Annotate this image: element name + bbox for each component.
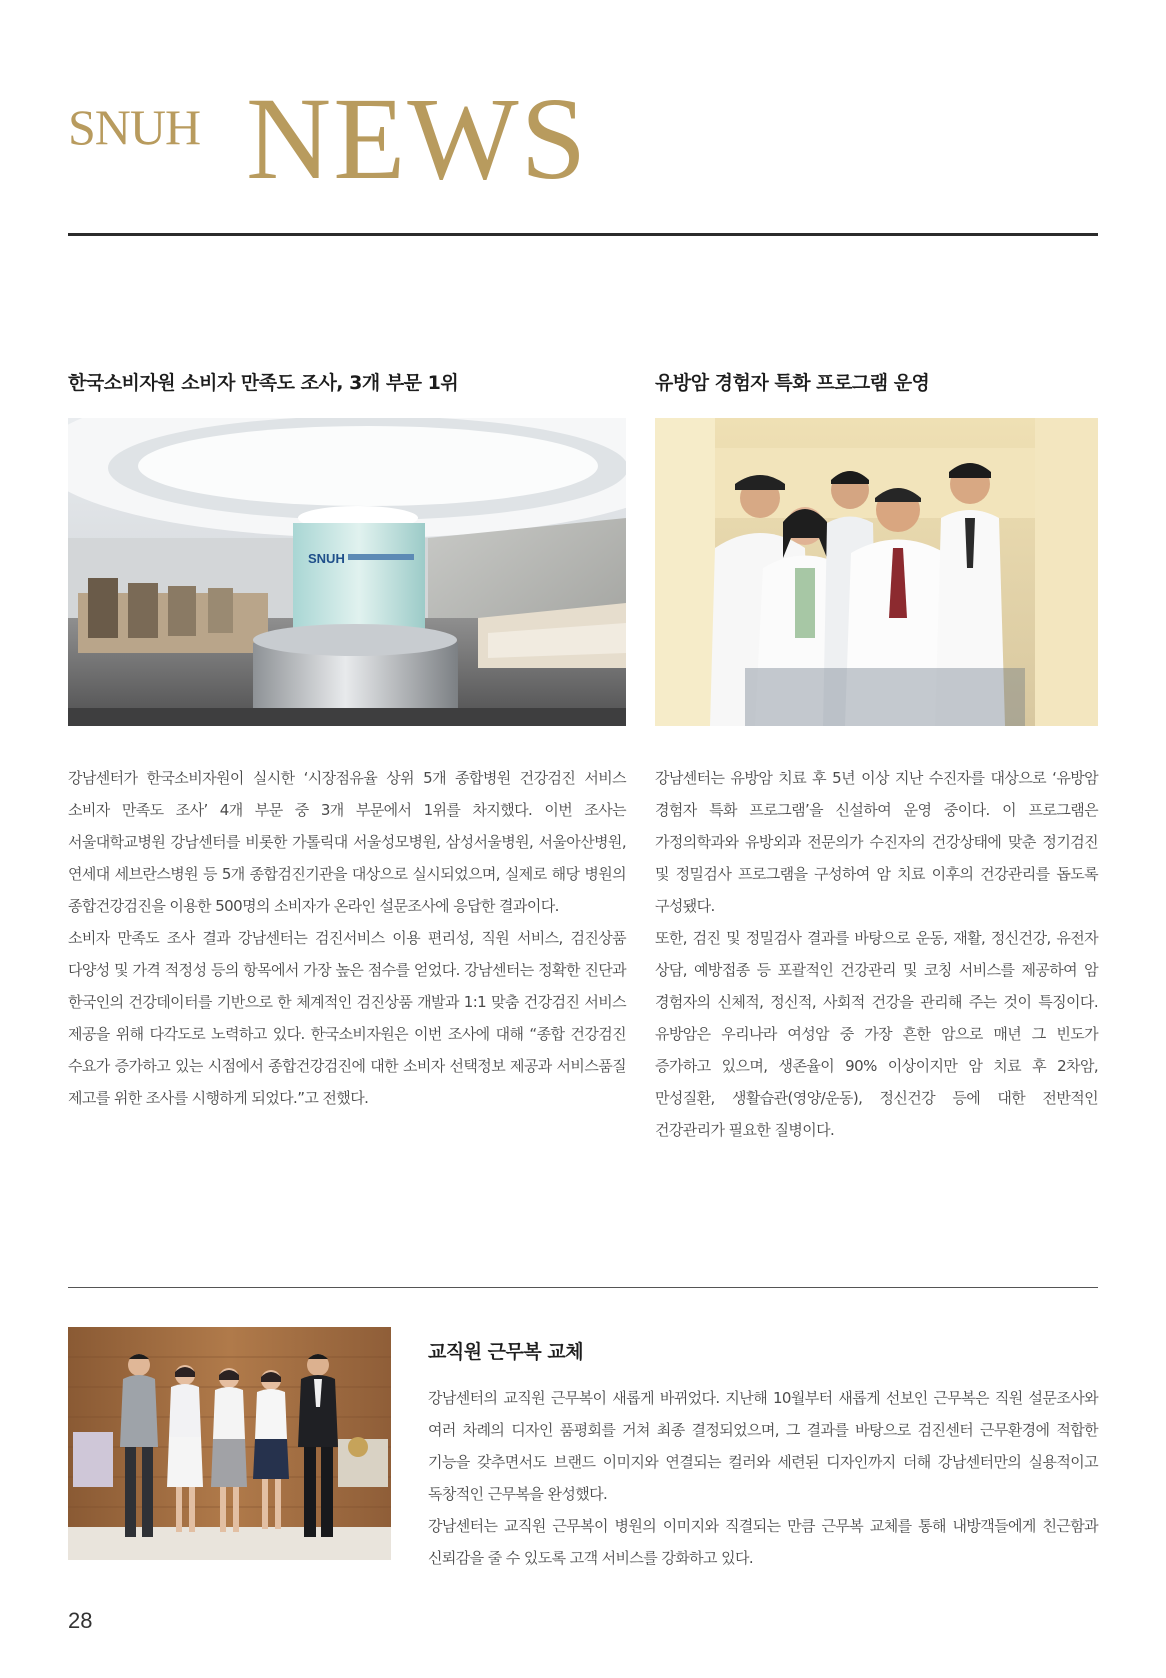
section-divider <box>68 1287 1098 1288</box>
article1-body <box>68 762 626 1114</box>
article3-body <box>428 1382 1098 1574</box>
article1-paragraph: 강남센터가 한국소비자원이 실시한 ‘시장점유율 상위 5개 종합병원 건강검진 서비스 소비자 만족도 조사’ 4개 부문 중 3개 부문에서 1위를 차지했다. 이번 조사는 서울대학교병원 강남센터를 비롯한 가톨릭대 서울성모병원, 삼성서울병원, 서울아산병원, 연세대 세브란스병원 등 5개 종합검진기관을 대상으로 실시되었으며, 실제로 해당 병원의 종합건강검진을 이용한 500명의 소비자가 온라인 설문조사에 응답한 결과이다. <box>68 769 626 915</box>
article2-title: 유방암 경험자 특화 프로그램 운영 <box>655 372 930 394</box>
article3-paragraph: 강남센터의 교직원 근무복이 새롭게 바뀌었다. 지난해 10월부터 새롭게 선보인 근무복은 직원 설문조사와 여러 차례의 디자인 품평회를 거쳐 최종 결정되었으며, 그 결과를 바탕으로 검진센터 근무환경에 적합한 기능을 갖추면서도 브랜드 이미지와 연결되는 컬러와 세련된 디자인까지 더해 강남센터만의 실용적이고 독창적인 근무복을 완성했다. <box>428 1389 1098 1503</box>
article1-paragraph: 소비자 만족도 조사 결과 강남센터는 검진서비스 이용 편리성, 직원 서비스, 검진상품 다양성 및 가격 적정성 등의 항목에서 가장 높은 점수를 얻었다. 강남센터는 정확한 진단과 한국인의 건강데이터를 기반으로 한 체계적인 검진상품 개발과 1:1 맞춤 건강검진 서비스 제공을 위해 다각도로 노력하고 있다. 한국소비자원은 이번 조사에 대해 “종합 건강검진 수요가 증가하고 있는 시점에서 종합건강검진에 대한 소비자 선택정보 제공과 서비스품질 제고를 위한 조사를 시행하게 되었다.”고 전했다. <box>68 929 626 1107</box>
svg-text:SNUH: SNUH <box>308 551 345 566</box>
masthead-snuh: SNUH <box>68 99 201 155</box>
article1-photo-reception <box>68 418 626 726</box>
article1-title: 한국소비자원 소비자 만족도 조사, 3개 부문 1위 <box>68 372 459 394</box>
article2-paragraph: 또한, 검진 및 정밀검사 결과를 바탕으로 운동, 재활, 정신건강, 유전자 상담, 예방접종 등 포괄적인 건강관리 및 코칭 서비스를 제공하여 암 경험자의 신체적, 정신적, 사회적 건강을 관리해 주는 것이 특징이다. 유방암은 우리나라 여성암 중 가장 흔한 암으로 매년 그 빈도가 증가하고 있으며, 생존율이 90% 이상이지만 암 치료 후 2차암, 만성질환, 생활습관(영양/운동), 정신건강 등에 대한 전반적인 건강관리가 필요한 질병이다. <box>655 929 1098 1139</box>
article3-photo-staff-uniforms <box>68 1327 391 1560</box>
article2-paragraph: 강남센터는 유방암 치료 후 5년 이상 지난 수진자를 대상으로 ‘유방암 경험자 특화 프로그램’을 신설하여 운영 중이다. 이 프로그램은 가정의학과와 유방외과 전문의가 수진자의 건강상태에 맞춘 정기검진 및 정밀검사 프로그램을 구성하여 암 치료 이후의 건강관리를 돕도록 구성됐다. <box>655 769 1098 915</box>
article2-photo-doctors <box>655 418 1098 726</box>
page-number: 28 <box>68 1608 93 1633</box>
article3-title: 교직원 근무복 교체 <box>428 1341 584 1363</box>
reception-lobby-illustration <box>68 418 626 726</box>
article3-paragraph: 강남센터는 교직원 근무복이 병원의 이미지와 직결되는 만큼 근무복 교체를 통해 내방객들에게 친근함과 신뢰감을 줄 수 있도록 고객 서비스를 강화하고 있다. <box>428 1517 1098 1567</box>
article2-body <box>655 762 1098 1146</box>
doctors-group-illustration <box>655 418 1098 726</box>
masthead-news: NEWS <box>246 73 589 204</box>
staff-uniforms-illustration <box>68 1327 391 1560</box>
masthead-rule <box>68 233 1098 236</box>
